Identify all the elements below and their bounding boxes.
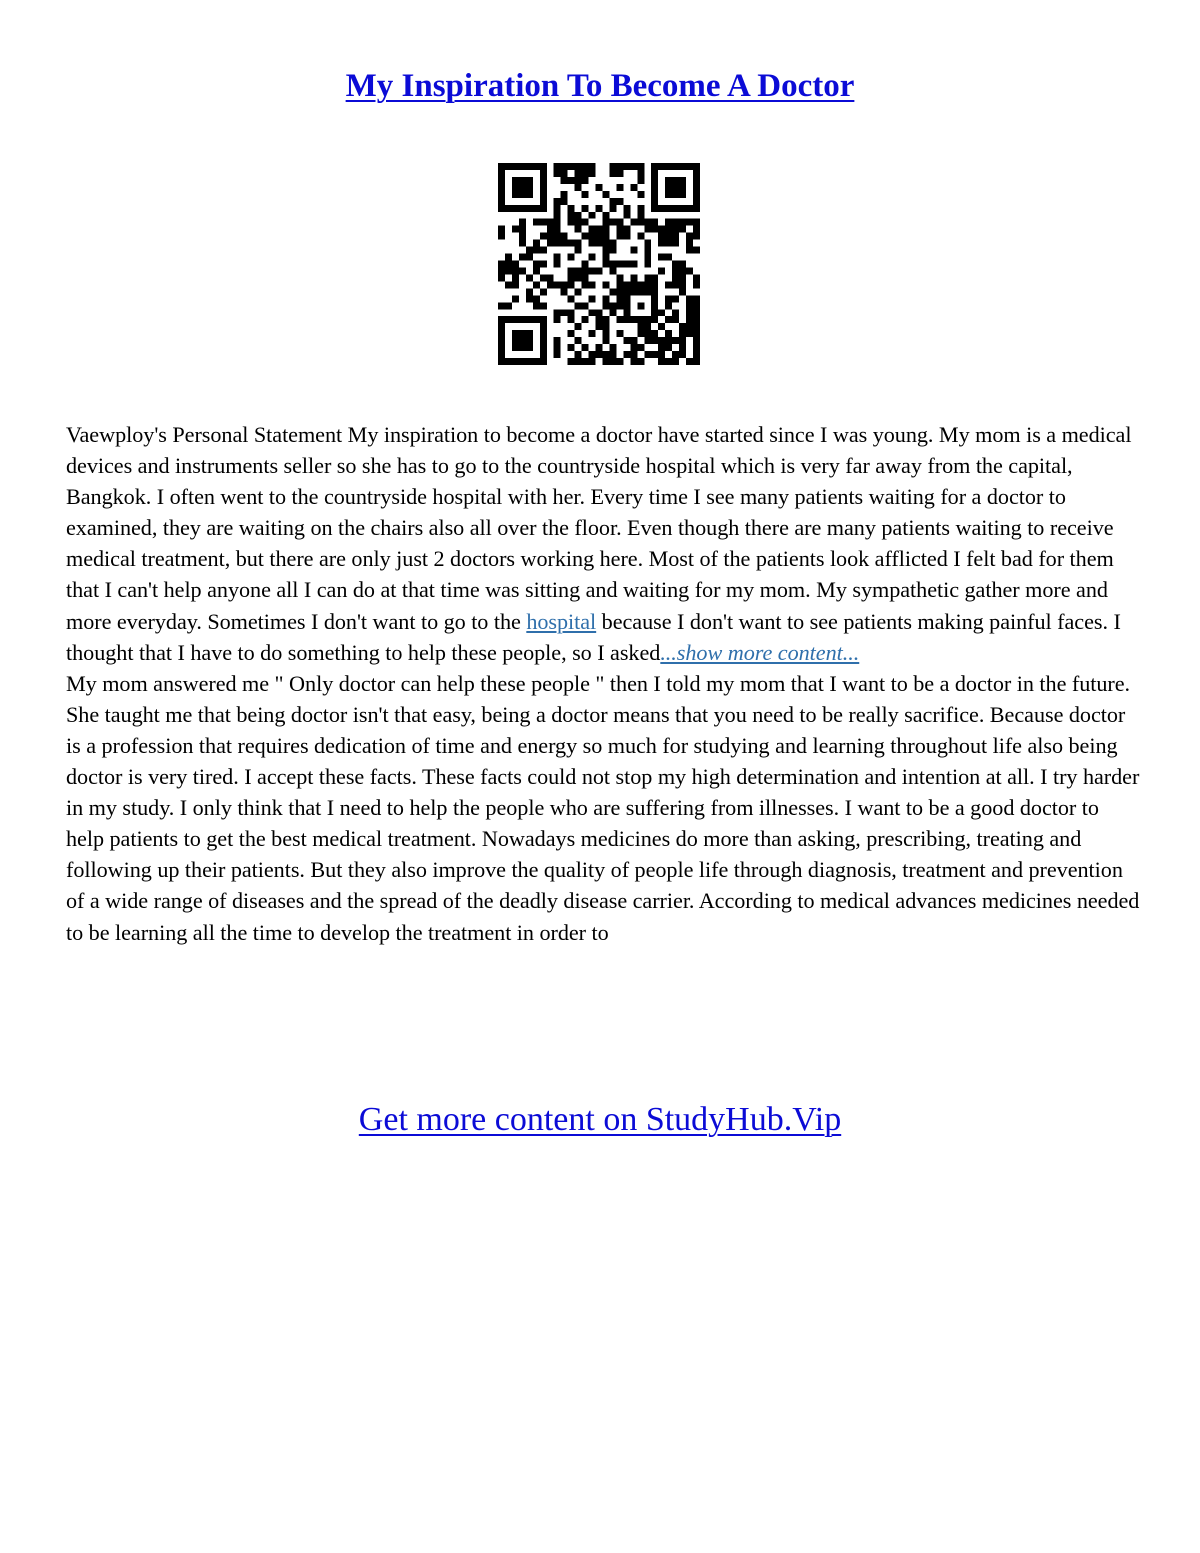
paragraph-1	[66, 419, 1142, 668]
show-more-link[interactable]: ...show more content...	[660, 639, 860, 665]
footer	[0, 1098, 1200, 1142]
paragraph-2: My mom answered me " Only doctor can help these people " then I told my mom that I want to be a doctor in the future. She taught me that being doctor isn't that easy, being a doctor means that you need to be really sacrifice. Because doctor is a profession that requires dedication of time and energy so much for studying and learning throughout life also being doctor is very tired. I accept these facts. These facts could not stop my high determination and intention at all. I try harder in my study. I only think that I need to help the people who are suffering from illnesses. I want to be a good doctor to help patients to get the best medical treatment. Nowadays medicines do more than asking, prescribing, treating and following up their patients. But they also improve the quality of people life through diagnosis, treatment and prevention of a wide range of diseases and the spread of the deadly disease carrier. According to medical advances medicines needed to be learning all the time to develop the treatment in order to	[66, 670, 1140, 945]
essay-body	[66, 419, 1142, 948]
paragraph-1-text-b: because I don't want to see patients making painful faces. I thought that I have to do something to help these people, so I asked	[66, 608, 1121, 665]
footer-link[interactable]: Get more content on StudyHub.Vip	[358, 1101, 842, 1138]
page-title	[0, 64, 1200, 108]
paragraph-1-text-a: Vaewploy's Personal Statement My inspiration to become a doctor have started since I was young. My mom is a medical devices and instruments seller so she has to go to the countryside hospital which is very far away from the capital, Bangkok. I often went to the countryside hospital with her. Every time I see many patients waiting for a doctor to examined, they are waiting on the chairs also all over the floor. Even though there are many patients waiting to receive medical treatment, but there are only just 2 doctors working here. Most of the patients look afflicted I felt bad for them that I can't help anyone all I can do at that time was sitting and waiting for my mom. My sympathetic gather more and more everyday. Sometimes I don't want to go to the	[66, 422, 1132, 634]
title-link[interactable]: My Inspiration To Become A Doctor	[345, 68, 855, 104]
hospital-link[interactable]: hospital	[526, 608, 597, 634]
qr-code	[498, 163, 700, 365]
qr-code-icon	[498, 163, 700, 365]
